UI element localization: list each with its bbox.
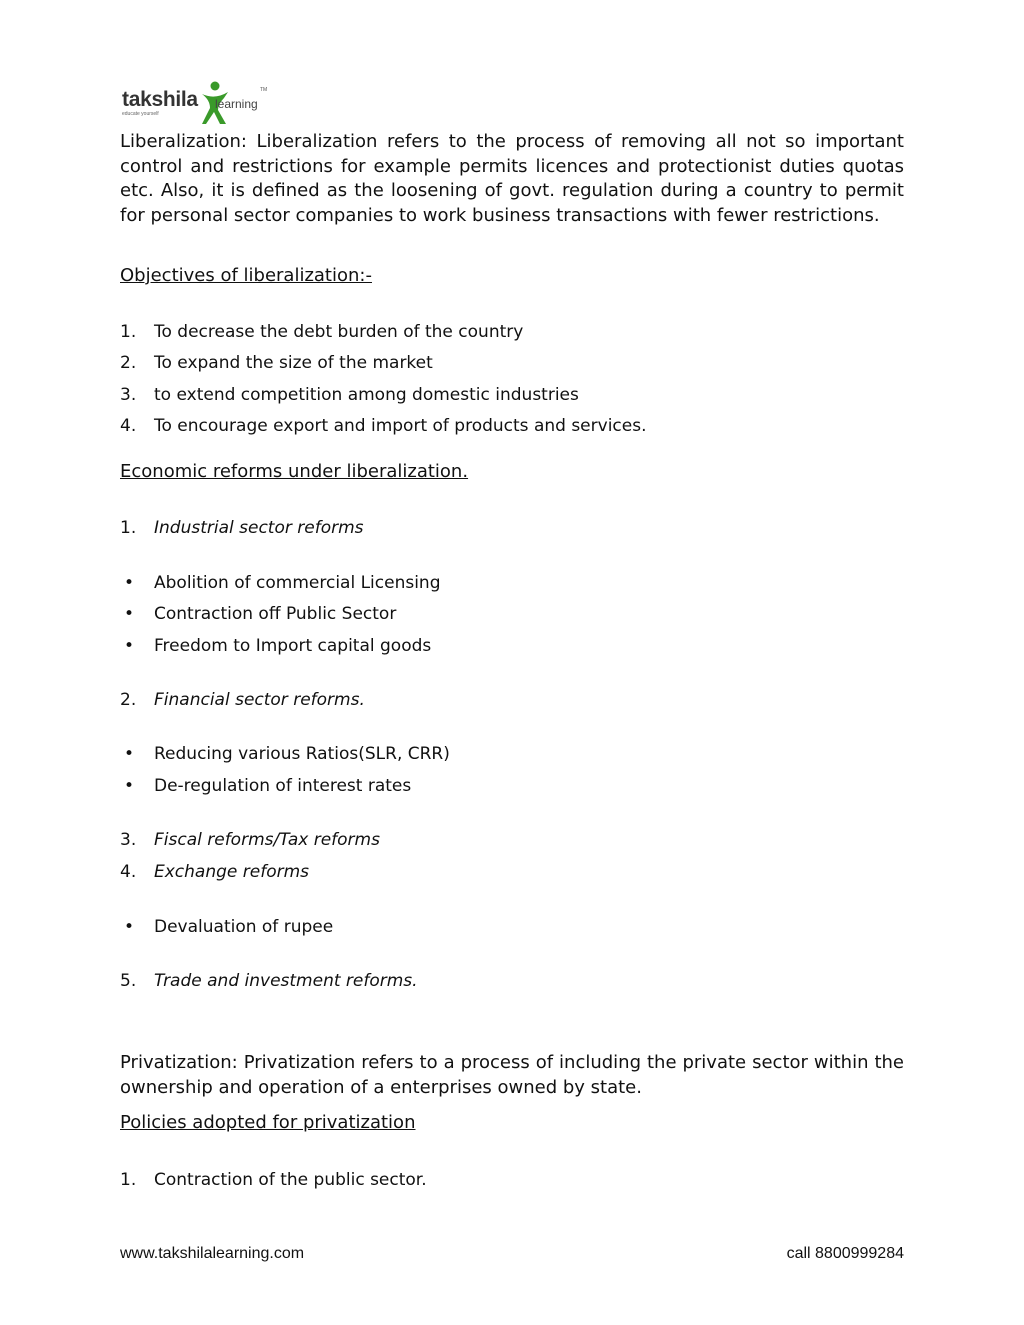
list-number: 1. — [120, 1170, 137, 1190]
list-number: 1. — [120, 518, 137, 538]
list-number: 3. — [120, 830, 137, 850]
list-text: To expand the size of the market — [154, 353, 433, 373]
list-text: to extend competition among domestic industries — [154, 385, 579, 405]
liberalization-text: Liberalization refers to the process of removing all not so important control and restrictions for example permits licences and protectionist duties quotas etc. Also, it is defined as the loosening of govt. regulation during a country to permit for personal sector companies to work business transactions with fewer restrictions. — [120, 131, 904, 226]
bullet-dot-icon: • — [124, 636, 135, 656]
logo-brand-text-2: learning — [215, 97, 258, 111]
bullet-item — [120, 916, 333, 938]
bullet-item — [120, 743, 450, 765]
list-item — [120, 352, 433, 374]
bullet-dot-icon: • — [124, 573, 135, 593]
reform-title: Industrial sector reforms — [154, 518, 364, 538]
list-number: 2. — [120, 690, 137, 710]
bullet-text: Reducing various Ratios(SLR, CRR) — [154, 744, 450, 764]
privatization-paragraph — [120, 1051, 904, 1100]
bullet-item — [120, 572, 441, 594]
bullet-item — [120, 775, 411, 797]
bullet-text: Devaluation of rupee — [154, 917, 334, 937]
bullet-item — [120, 635, 431, 657]
privatization-heading: Policies adopted for privatization — [120, 1112, 416, 1133]
reform-title: Trade and investment reforms. — [154, 971, 418, 991]
reform-category — [120, 861, 309, 883]
list-number: 2. — [120, 353, 137, 373]
reform-category — [120, 689, 365, 711]
bullet-dot-icon: • — [124, 917, 135, 937]
liberalization-term: Liberalization: — [120, 131, 247, 152]
reform-category — [120, 970, 418, 992]
reform-title: Fiscal reforms/Tax reforms — [154, 830, 380, 850]
footer-phone: call 8800999284 — [786, 1245, 904, 1262]
privatization-text: Privatization refers to a process of including the private sector within the ownership and operation of a enterprises owned by state. — [120, 1052, 904, 1098]
bullet-dot-icon: • — [124, 604, 135, 624]
bullet-text: Contraction off Public Sector — [154, 604, 397, 624]
bullet-item — [120, 603, 396, 625]
reform-category — [120, 829, 380, 851]
list-number: 5. — [120, 971, 137, 991]
list-number: 1. — [120, 322, 137, 342]
logo-trademark: TM — [260, 87, 268, 93]
bullet-text: Abolition of commercial Licensing — [154, 573, 441, 593]
list-item — [120, 384, 579, 406]
reforms-heading: Economic reforms under liberalization. — [120, 461, 469, 482]
reform-category — [120, 517, 364, 539]
liberalization-paragraph — [120, 130, 904, 228]
footer-website: www.takshilalearning.com — [120, 1245, 305, 1262]
list-text: To decrease the debt burden of the country — [154, 322, 524, 342]
list-text: To encourage export and import of products and services. — [154, 416, 647, 436]
bullet-text: Freedom to Import capital goods — [154, 636, 432, 656]
reform-title: Financial sector reforms. — [154, 690, 365, 710]
list-number: 4. — [120, 416, 137, 436]
list-number: 4. — [120, 862, 137, 882]
bullet-text: De-regulation of interest rates — [154, 776, 412, 796]
list-number: 3. — [120, 385, 137, 405]
objectives-heading: Objectives of liberalization:- — [120, 265, 372, 286]
privatization-term: Privatization: — [120, 1052, 238, 1073]
bullet-dot-icon: • — [124, 744, 135, 764]
logo-tagline: educate yourself — [122, 111, 159, 117]
list-text: Contraction of the public sector. — [154, 1170, 427, 1190]
logo-brand-text: takshila — [122, 88, 198, 111]
takshila-logo — [120, 80, 270, 128]
list-item — [120, 1169, 427, 1191]
list-item — [120, 321, 523, 343]
list-item — [120, 415, 647, 437]
reform-title: Exchange reforms — [154, 862, 310, 882]
bullet-dot-icon: • — [124, 776, 135, 796]
